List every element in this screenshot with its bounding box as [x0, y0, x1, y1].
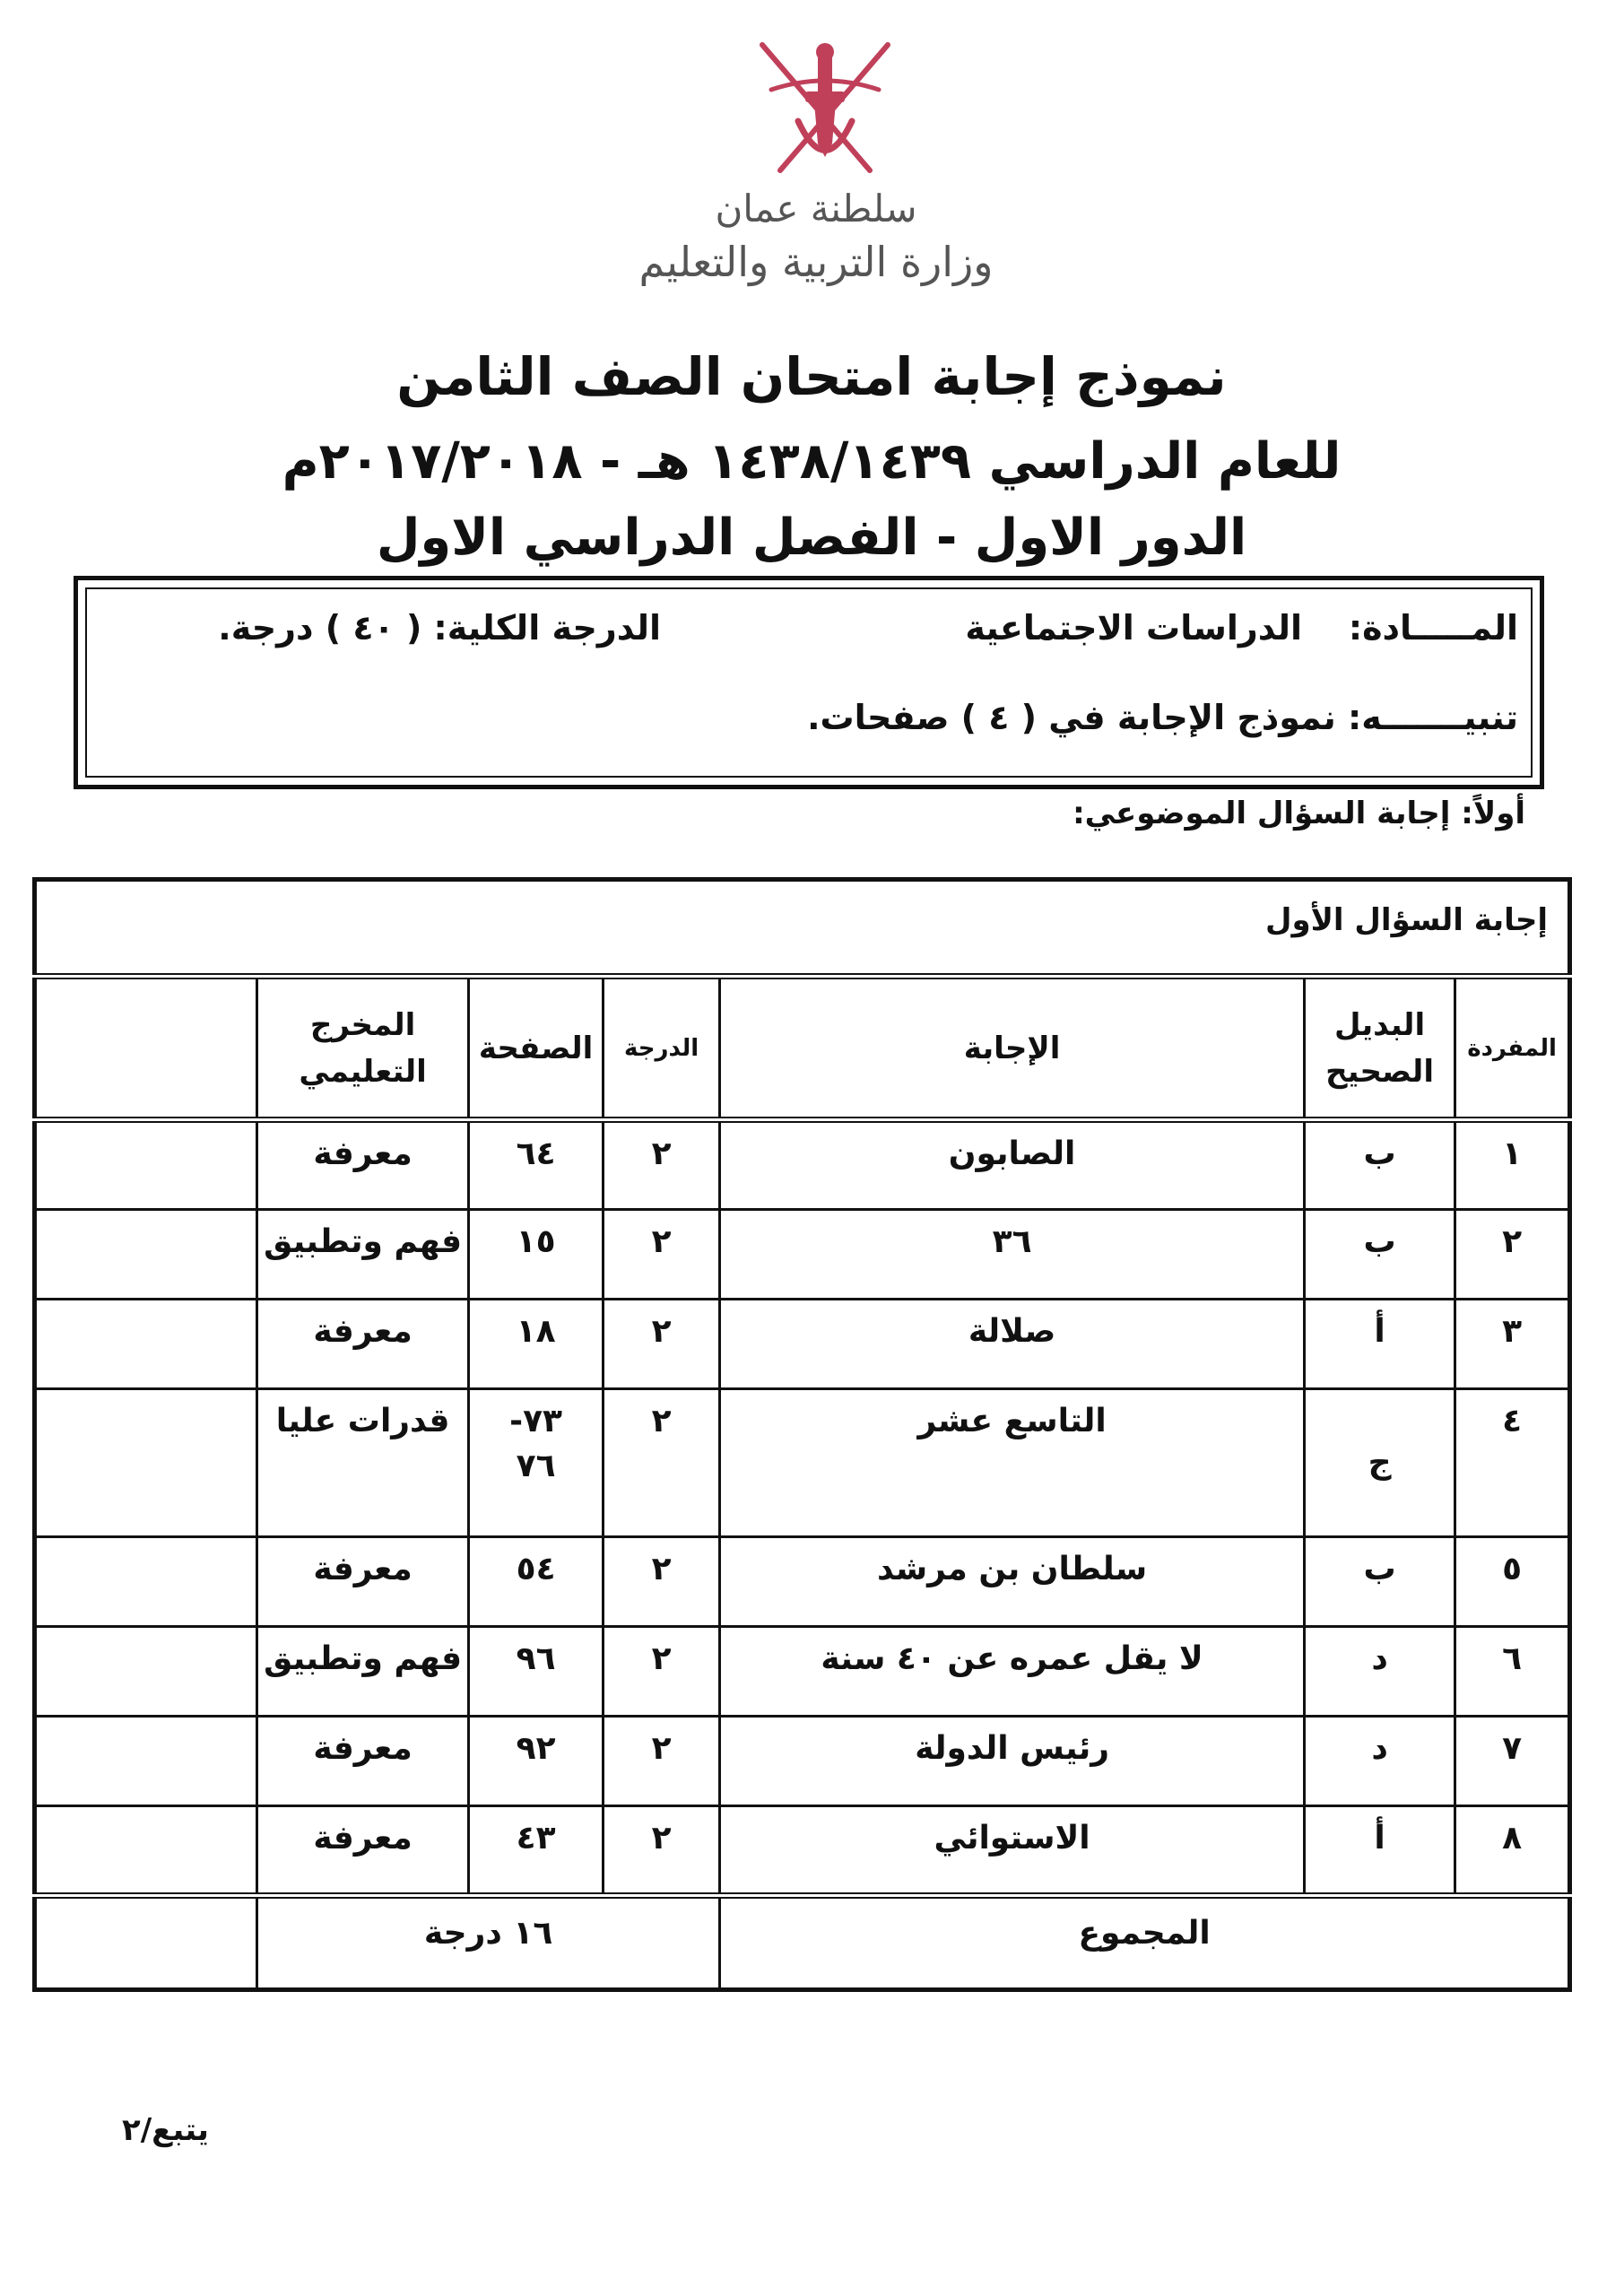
cell-item: ٢	[1455, 1210, 1570, 1300]
header-extra	[35, 977, 257, 1120]
cell-grade: ٢	[604, 1120, 720, 1210]
cell-outcome: معرفة	[257, 1717, 469, 1806]
cell-answer: صلالة	[720, 1300, 1305, 1389]
cell-item: ٥	[1455, 1537, 1570, 1627]
cell-grade: ٢	[604, 1537, 720, 1627]
cell-page: ٦٤	[469, 1120, 604, 1210]
cell-page: ١٥	[469, 1210, 604, 1300]
table-row	[35, 1806, 1570, 1896]
cell-item: ٤	[1455, 1389, 1570, 1537]
cell-choice: أ	[1305, 1806, 1455, 1896]
cell-extra	[35, 1717, 257, 1806]
table-row	[35, 1627, 1570, 1717]
cell-grade: ٢	[604, 1389, 720, 1537]
cell-extra	[35, 1389, 257, 1537]
cell-choice: ب	[1305, 1210, 1455, 1300]
cell-extra	[35, 1300, 257, 1389]
cell-page: ١٨	[469, 1300, 604, 1389]
ministry-name	[628, 184, 1004, 290]
table-row	[35, 1120, 1570, 1210]
table-row	[35, 1300, 1570, 1389]
exam-info-box	[74, 576, 1544, 789]
cell-extra	[35, 1806, 257, 1896]
cell-answer: سلطان بن مرشد	[720, 1537, 1305, 1627]
cell-grade: ٢	[604, 1717, 720, 1806]
header-answer: الإجابة	[720, 977, 1305, 1120]
cell-outcome: معرفة	[257, 1120, 469, 1210]
answer-table	[32, 877, 1572, 1992]
cell-page: ٥٤	[469, 1537, 604, 1627]
cell-outcome: معرفة	[257, 1806, 469, 1896]
cell-page: ٩٢	[469, 1717, 604, 1806]
cell-extra	[35, 1210, 257, 1300]
total-grade: الدرجة الكلية: ( ٤٠ ) درجة.	[218, 608, 661, 648]
cell-item: ٨	[1455, 1806, 1570, 1896]
cell-page: ٧٣- ٧٦	[469, 1389, 604, 1537]
table-row	[35, 1210, 1570, 1300]
cell-outcome: معرفة	[257, 1537, 469, 1627]
cell-item: ٣	[1455, 1300, 1570, 1389]
subject-value: الدراسات الاجتماعية	[965, 608, 1302, 648]
table-row	[35, 1537, 1570, 1627]
page-title: نموذج إجابة امتحان الصف الثامن	[396, 346, 1227, 407]
cell-outcome: فهم وتطبيق	[257, 1627, 469, 1717]
cell-answer: ٣٦	[720, 1210, 1305, 1300]
cell-grade: ٢	[604, 1627, 720, 1717]
total-label: المجموع	[720, 1896, 1570, 1990]
cell-item: ١	[1455, 1120, 1570, 1210]
table-row	[35, 1717, 1570, 1806]
cell-choice: ج	[1305, 1389, 1455, 1537]
academic-year: للعام الدراسي ١٤٣٨/١٤٣٩ هـ - ٢٠١٧/٢٠١٨م	[282, 432, 1342, 491]
header-page: الصفحة	[469, 977, 604, 1120]
cell-extra	[35, 1537, 257, 1627]
cell-extra	[35, 1627, 257, 1717]
cell-item: ٦	[1455, 1627, 1570, 1717]
cell-choice: د	[1305, 1627, 1455, 1717]
header-grade: الدرجة	[604, 977, 720, 1120]
exam-session: الدور الاول - الفصل الدراسي الاول	[376, 509, 1247, 567]
cell-answer: الاستوائي	[720, 1806, 1305, 1896]
oman-emblem-icon	[735, 36, 915, 188]
section-heading: أولاً: إجابة السؤال الموضوعي:	[1073, 796, 1525, 831]
cell-choice: ب	[1305, 1537, 1455, 1627]
header-correct-choice: البديل الصحيح	[1305, 977, 1455, 1120]
table-row	[35, 1389, 1570, 1537]
cell-page: ٩٦	[469, 1627, 604, 1717]
ministry-of-education: وزارة التربية والتعليم	[638, 238, 994, 286]
pages-notice: تنبيـــــــه: نموذج الإجابة في ( ٤ ) صفحات.	[807, 698, 1518, 737]
sultanate-name: سلطنة عمان	[715, 187, 917, 230]
exam-info-inner	[85, 587, 1533, 778]
cell-item: ٧	[1455, 1717, 1570, 1806]
cell-outcome: قدرات عليا	[257, 1389, 469, 1537]
table-total-row	[35, 1896, 1570, 1990]
cell-answer: التاسع عشر	[720, 1389, 1305, 1537]
cell-outcome: فهم وتطبيق	[257, 1210, 469, 1300]
continued-note: يتبع/٢	[122, 2112, 209, 2148]
cell-extra	[35, 1896, 257, 1990]
cell-page: ٤٣	[469, 1806, 604, 1896]
header-item: المفردة	[1455, 977, 1570, 1120]
cell-outcome: معرفة	[257, 1300, 469, 1389]
cell-choice: ب	[1305, 1120, 1455, 1210]
cell-extra	[35, 1120, 257, 1210]
cell-answer: الصابون	[720, 1120, 1305, 1210]
table-caption: إجابة السؤال الأول	[35, 880, 1570, 977]
cell-grade: ٢	[604, 1210, 720, 1300]
subject-label: المـــــادة:	[1348, 608, 1518, 648]
table-header-row	[35, 977, 1570, 1120]
cell-answer: لا يقل عمره عن ٤٠ سنة	[720, 1627, 1305, 1717]
total-value: ١٦ درجة	[257, 1896, 720, 1990]
cell-grade: ٢	[604, 1806, 720, 1896]
cell-answer: رئيس الدولة	[720, 1717, 1305, 1806]
header-outcome: المخرج التعليمي	[257, 977, 469, 1120]
cell-choice: أ	[1305, 1300, 1455, 1389]
cell-choice: د	[1305, 1717, 1455, 1806]
cell-grade: ٢	[604, 1300, 720, 1389]
